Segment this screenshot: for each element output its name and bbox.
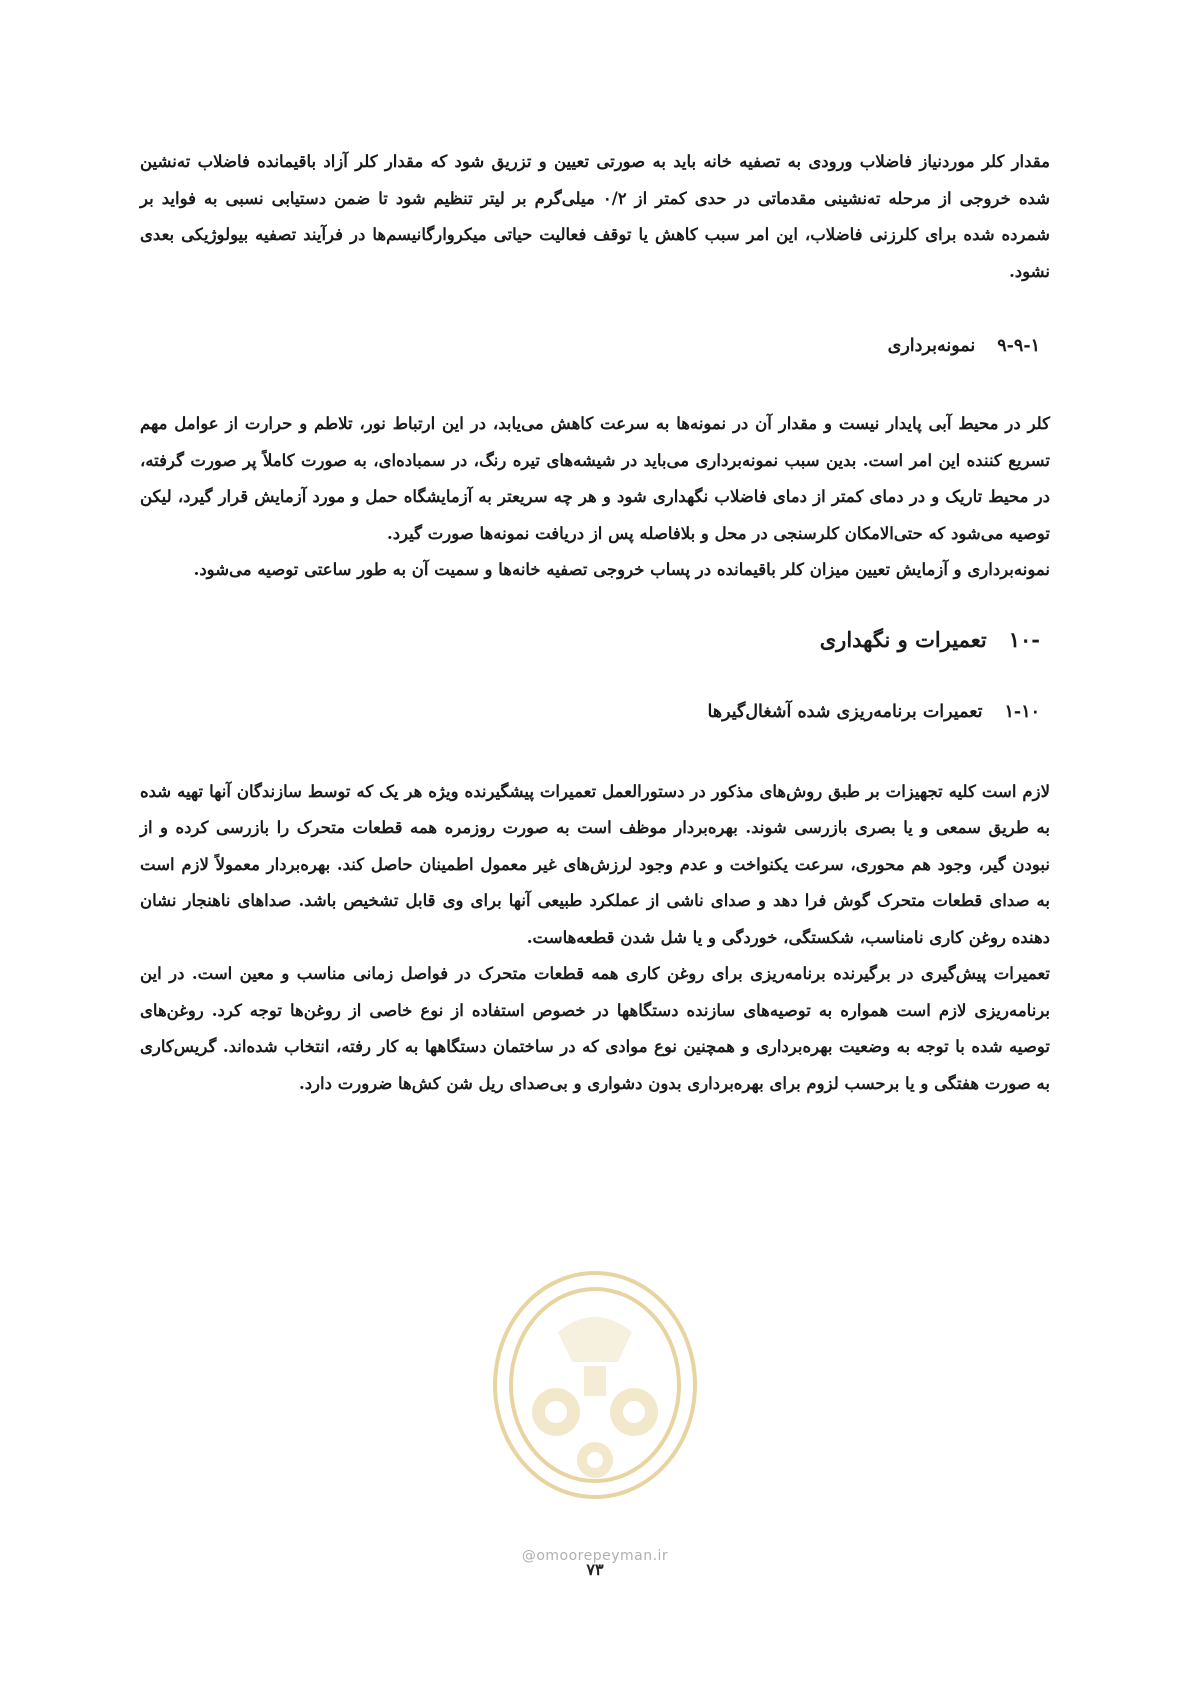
heading-planned-maintenance (140, 702, 1050, 722)
paragraph-lubrication: تعمیرات پیش‌گیری در برگیرنده برنامه‌ریزی برای روغن کاری همه قطعات متحرک در فواصل زمانی مناسب و معین است. در این برنامه‌ریزی لازم است همواره به توصیه‌های سازنده دستگاهها در خصوص استفاده از نوع خاصی از روغن‌ها توجه کرد. روغن‌های توصیه شده با توجه به وضعیت بهره‌برداری و همچنین نوع موادی که در ساختمان دستگاهها به کار رفته، انتخاب شده‌اند. گریس‌کاری به صورت هفتگی و یا برحسب لزوم برای بهره‌برداری بدون دشواری و بی‌صدای ریل شن کش‌ها ضرورت دارد. (140, 964, 1050, 1093)
heading-number: ۹-۹-۱ (997, 336, 1040, 356)
watermark-logo-icon (488, 1262, 702, 1508)
heading-maintenance (140, 627, 1050, 652)
heading-number: -۱۰ (1008, 626, 1040, 652)
page-number: ۷۳ (586, 1560, 604, 1579)
paragraph-sampling-recommendation: نمونه‌برداری و آزمایش تعیین میزان کلر باقیمانده در پساب خروجی تصفیه خانه‌ها و سمیت آن به طور ساعتی توصیه می‌شود. (193, 560, 1050, 579)
paragraph-inspection: لازم است کلیه تجهیزات بر طبق روش‌های مذکور در دستورالعمل تعمیرات پیشگیرنده ویژه هر یک که توسط سازندگان آنها تهیه شده به طریق سمعی و یا بصری بازرسی شوند. بهره‌بردار موظف است به صورت روزمره همه قطعات متحرک را بازرسی کرده و از نبودن گیر، وجود هم محوری، سرعت یکنواخت و عدم وجود لرزش‌های غیر معمول اطمینان حاصل کند. بهره‌بردار معمولاً لازم است به صدای قطعات متحرک گوش فرا دهد و صدای ناشی از عملکرد طبیعی آنها برای وی قابل تشخیص باشد. صداهای ناهنجار نشان دهنده روغن کاری نامناسب، شکستگی، خوردگی و یا شل شدن قطعه‌هاست. (140, 781, 1050, 947)
heading-title: تعمیرات برنامه‌ریزی شده آشغال‌گیرها (707, 701, 983, 722)
watermark-text: @omoorepeyman.ir (521, 1548, 669, 1564)
heading-title: تعمیرات و نگهداری (819, 626, 987, 652)
paragraph-sampling-details: کلر در محیط آبی پایدار نیست و مقدار آن در نمونه‌ها به سرعت کاهش می‌یابد، در این ارتباط نور، تلاطم و حرارت از عوامل مهم تسریع کننده این امر است. بدین سبب نمونه‌برداری می‌باید در شیشه‌های تیره رنگ، در سمباده‌ای، به صورت کاملاً پر صورت گرفته، در محیط تاریک و در دمای کمتر از دمای فاضلاب نگهداری شود و هر چه سریعتر به آزمایشگاه حمل و مورد آزمایش قرار گیرد، لیکن توصیه می‌شود که حتی‌الامکان کلرسنجی در محل و بلافاصله پس از دریافت نمونه‌ها صورت گیرد. (140, 414, 1050, 543)
heading-number: ۱-۱۰ (1004, 701, 1040, 722)
heading-title: نمونه‌برداری (887, 336, 976, 356)
heading-sampling (140, 336, 1050, 356)
page-content (140, 144, 1050, 1102)
paragraph-chlorine-dosage: مقدار کلر موردنیاز فاضلاب ورودی به تصفیه خانه باید به صورتی تعیین و تزریق شود که مقدار کلر آزاد باقیمانده فاضلاب ته‌نشین شده خروجی از مرحله ته‌نشینی مقدماتی در حدی کمتر از ۰/۲ میلی‌گرم بر لیتر تنظیم شود تا ضمن دستیابی نسبی به فواید بر شمرده شده برای کلرزنی فاضلاب، این امر سبب کاهش یا توقف فعالیت حیاتی میکروارگانیسم‌ها در فرآیند تصفیه بیولوژیکی بعدی نشود. (140, 152, 1050, 281)
